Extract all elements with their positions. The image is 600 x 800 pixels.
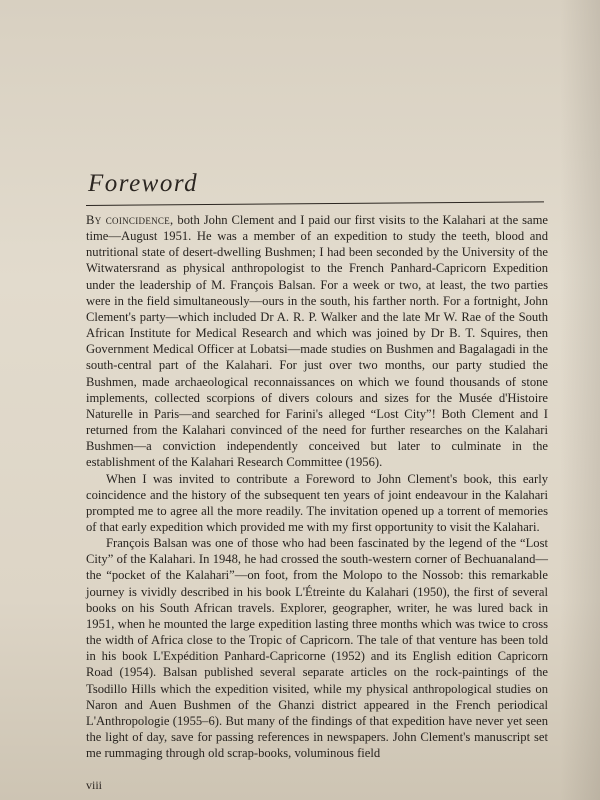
page-title: Foreword	[88, 170, 199, 197]
paragraph-3: François Balsan was one of those who had been fascinated by the legend of the “Lost City” of the Kalahari. In 1948, he had crossed the south-western corner of Bechuanaland—the “pocket of the Kalahari”—on foot, from the Molopo to the Nossob: this remarkable journey is vividly described in his book L'Étreinte du Kalahari (1950), the first of several books on his South African travels. Explorer, geographer, writer, he was lured back in 1951, when he mounted the large expedition lasting three months which was twice to cross the width of Africa close to the Tropic of Capricorn. The tale of that venture has been told in his book L'Expédition Panhard-Capricorne (1952) and its English edition Capricorn Road (1954). Balsan published several separate articles on the rock-paintings of the Tsodillo Hills which the expedition visited, while my physical anthropological studies on Naron and Auen Bushmen of the Ghanzi district appeared in the French periodical L'Anthropologie (1955–6). But many of the findings of that expedition have never yet seen the light of day, save for passing references in newspapers. John Clement's manuscript set me rummaging through old scrap-books, voluminous field	[86, 536, 548, 761]
body-text	[86, 212, 548, 761]
page-number: viii	[86, 778, 103, 792]
paragraph-1-lead: By coincidence,	[86, 213, 174, 227]
paragraph-1	[86, 212, 548, 471]
paragraph-2: When I was invited to contribute a Foreword to John Clement's book, this early coincidence and the history of the subsequent ten years of joint endeavour in the Kalahari prompted me to agree all the more readily. The invitation opened up a torrent of memories of that early expedition which provided me with my first opportunity to visit the Kalahari.	[86, 471, 548, 534]
heading-rule	[86, 201, 544, 206]
paragraph-1-text: both John Clement and I paid our first visits to the Kalahari at the same time—August 1951. He was a member of an expedition to study the teeth, blood and nutritional state of desert-dwelling Bushmen; I had been seconded by the University of the Witwatersrand as physical anthropologist to the French Panhard-Capricorn Expedition under the leadership of M. François Balsan. For a week or two, at least, the two parties were in the field simultaneously—ours in the south, his farther north. For a fortnight, John Clement's party—which included Dr A. R. P. Walker and the late Mr W. Rae of the South African Institute for Medical Research and which was joined by Dr B. T. Squires, then Government Medical Officer at Lobatsi—made studies on Bushmen and Bagalagadi in the south-central part of the Kalahari. For just over two months, our party studied the Bushmen, made archaeological reconnaissances on which we found thousands of stone implements, collected scorpions of divers colours and sizes for the Musée d'Histoire Naturelle in Paris—and searched for Farini's alleged “Lost City”! Both Clement and I returned from the Kalahari convinced of the need for further researches on the Kalahari Bushmen—a conviction independently conceived but later to culminate in the establishment of the Kalahari Research Committee (1956).	[86, 213, 548, 470]
